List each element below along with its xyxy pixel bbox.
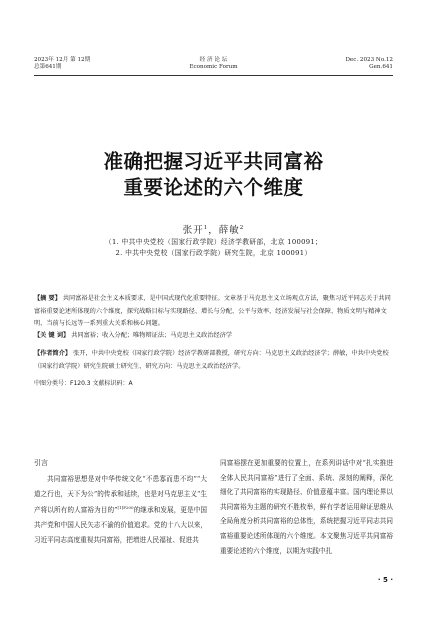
page-number: · 5 · [377,576,393,584]
abstract-text: 共同富裕是社会主义本质要求，是中国式现代化重要特征。文章基于马克思主义立场观点方法，聚焦习近平同志关于共同富裕重要论述所体现的六个维度，探究战略目标与实现路径、增长与分配、公平与效率、经济发展与社会保障、物质文明与精神文明、当前与长远等一系列重大关系和核心问题。 [34,295,391,327]
author-line [20,222,407,237]
author-affiliation-mark: 1 [203,225,209,231]
journal-name-en: Economic Forum [189,64,238,70]
keywords [34,330,393,343]
citation-mark: [1]P200 [117,505,134,511]
keywords-text: 共同富裕；收入分配；唯物辩证法；马克思主义政治经济学 [71,332,233,339]
header-divider [34,75,393,76]
issue-date: 2023年 12月 第 12期 [34,57,91,63]
keywords-label: 【关 键 词】 [34,332,70,339]
author-name: 张开 [182,225,204,237]
classification-code: 中图分类号：F120.3 文献标识码：A [34,380,133,387]
issue-date-en: Dec. 2023 No.12 [345,57,393,63]
affiliation: （1. 中共中央党校（国家行政学院）经济学教研部，北京 100091； [104,238,323,246]
affiliation: 2. 中共中央党校（国家行政学院）研究生院，北京 100091） [115,249,312,257]
author-info [34,348,393,373]
author-info-label: 【作者简介】 [34,350,72,357]
abstract [34,293,393,331]
author-info-text: 张开，中共中央党校（国家行政学院）经济学教研部教授，研究方向：马克思主义政治经济学；薛敏，中共中央党校（国家行政学院）研究生院硕士研究生，研究方向：马克思主义政治经济学。 [34,350,389,370]
section-heading: 引言 [34,459,48,467]
journal-name-cn: 经 济 论 坛 [199,57,228,63]
journal-issue-info-en [345,57,393,71]
author-affiliation-mark: 2 [239,225,245,231]
body-text-right-column: 同富裕摆在更加重要的位置上，在系列讲话中对“扎实推进全体人民共同富裕”进行了全面、系统、深刻的阐释，深化细化了共同富裕的实现路径、价值意蕴丰富。国内理论界以共同富裕为主题的研究不胜枚举，鲜有学者运用辩证思维从全局角度分析共同富裕的总体性，系统把握习近平同志共同富裕重要论述所体现的六个维度。本文聚焦习近平共同富裕重要论述的六个维度，以期为实践中扎 [220,459,393,555]
author-name: 薛敏 [218,225,240,237]
journal-name [150,57,277,71]
article-title-line1: 准确把握习近平共同富裕 [103,150,324,173]
body-text-left-column [34,472,207,547]
issue-total: 总第641期 [34,64,62,70]
body-text: 共同富裕思想是对中华传统文化“不患寡而患不均”“大道之行也，天下为公”的传承和延续，也是对马克思主义“生产将以所有的人富裕为目的” [34,475,207,515]
article-title-line2: 重要论述的六个维度 [123,176,304,199]
author-separator: ， [208,225,219,237]
abstract-label: 【摘 要】 [34,295,61,302]
body-text: 的继承和发展，更是中国共产党和中国人民矢志不渝的价值追求。党的十八大以来，习近平同志高度重视共同富裕，把增进人民福祉、促进共 [34,506,208,544]
issue-total-en: Gen.641 [369,64,393,70]
journal-issue-info [34,57,90,71]
